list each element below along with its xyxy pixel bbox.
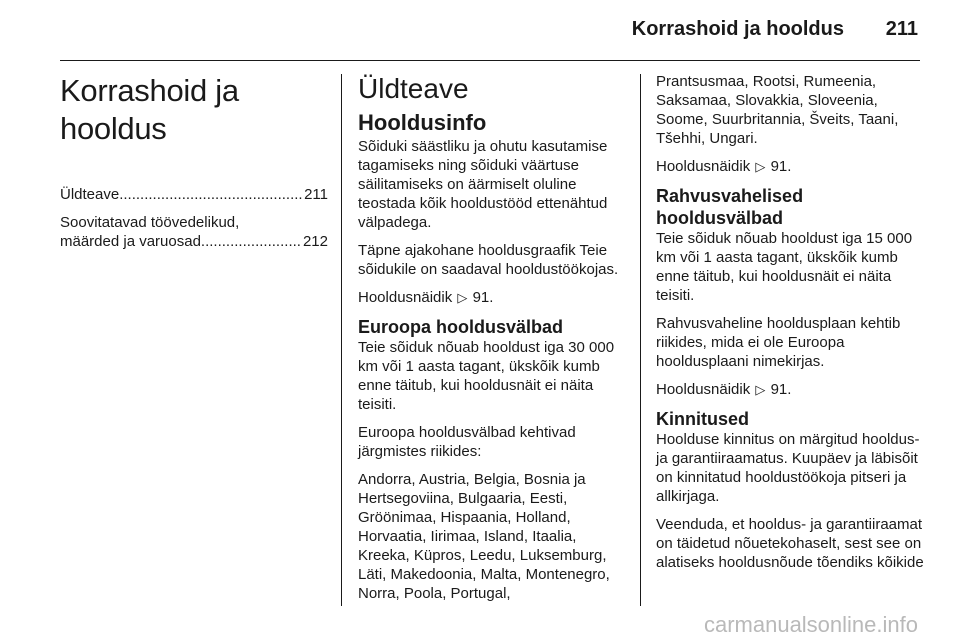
toc-leader-dots bbox=[201, 232, 301, 251]
toc-entry-general[interactable] bbox=[60, 185, 328, 204]
page-reference-icon: ▷ bbox=[755, 382, 766, 397]
heading-rahvusvahelised: Rahvusvahelised hooldusvälbad bbox=[656, 186, 804, 228]
right-column bbox=[656, 72, 924, 581]
watermark: carmanualsonline.info bbox=[703, 612, 918, 637]
chapter-title: Korrashoid ja hooldus bbox=[60, 73, 239, 146]
page-reference-icon: ▷ bbox=[457, 290, 468, 305]
paragraph: Teie sõiduk nõuab hooldust iga 30 000 km või 1 aasta tagant, ükskõik kumb enne täitub, kui hooldusnäit ei näita teisiti. bbox=[358, 339, 615, 413]
page-number: 211 bbox=[885, 18, 918, 40]
running-head bbox=[0, 18, 960, 48]
toc-entry-page: 211 bbox=[304, 186, 328, 203]
toc-entry-fluids[interactable] bbox=[60, 213, 328, 251]
toc-entry-label-line1: Soovitatavad töövedelikud, bbox=[60, 214, 240, 231]
left-column bbox=[60, 72, 328, 260]
page-reference-icon: ▷ bbox=[755, 159, 766, 174]
heading-kinnitused: Kinnitused bbox=[656, 409, 749, 429]
table-of-contents bbox=[60, 185, 328, 251]
cross-reference[interactable]: Hooldusnäidik ▷ 91. bbox=[358, 289, 494, 306]
paragraph: Hoolduse kinnitus on märgitud hooldus- ja garantiiraamatus. Kuupäev ja läbisõit on kinnitatud hooldustöökoja pitseri ja allkirjaga. bbox=[656, 431, 920, 505]
running-title: Korrashoid ja hooldus bbox=[631, 18, 844, 40]
toc-leader-dots bbox=[119, 185, 302, 204]
paragraph: Prantsusmaa, Rootsi, Rumeenia, Saksamaa, Slovakkia, Sloveenia, Soome, Suurbritannia, Šveits, Taani, Tšehhi, Ungari. bbox=[656, 73, 899, 147]
toc-entry-page: 212 bbox=[302, 233, 328, 250]
column-divider-1 bbox=[341, 74, 342, 606]
paragraph: Euroopa hooldusvälbad kehtivad järgmistes riikides: bbox=[358, 424, 576, 460]
middle-column bbox=[358, 72, 624, 612]
paragraph: Teie sõiduk nõuab hooldust iga 15 000 km või 1 aasta tagant, ükskõik kumb enne täitub, kui hooldusnäit ei näita teisiti. bbox=[656, 230, 913, 304]
heading-hooldusinfo: Hooldusinfo bbox=[358, 110, 487, 135]
section-title: Üldteave bbox=[358, 73, 469, 104]
paragraph: Andorra, Austria, Belgia, Bosnia ja Hertsegoviina, Bulgaaria, Eesti, Gröönimaa, Hispaania, Holland, Horvaatia, Iirimaa, Island, Itaalia, Kreeka, Küpros, Leedu, Luksemburg, Läti, Makedoonia, Malta, Montenegro, Norra, Poola, Portugal, bbox=[358, 471, 610, 602]
heading-euroopa: Euroopa hooldusvälbad bbox=[358, 317, 564, 337]
paragraph: Täpne ajakohane hooldusgraafik Teie sõidukile on saadaval hooldustöökojas. bbox=[358, 242, 619, 278]
column-divider-2 bbox=[640, 74, 641, 606]
paragraph: Rahvusvaheline hooldusplaan kehtib riikides, mida ei ole Euroopa hooldusplaani nimekirjas. bbox=[656, 315, 901, 370]
toc-entry-label: Üldteave bbox=[60, 186, 120, 203]
paragraph: Veenduda, et hooldus- ja garantiiraamat on täidetud nõuetekohaselt, sest see on alatiseks hooldusnõude tõendiks kõikide bbox=[656, 516, 924, 571]
cross-reference[interactable]: Hooldusnäidik ▷ 91. bbox=[656, 381, 792, 398]
cross-reference[interactable]: Hooldusnäidik ▷ 91. bbox=[656, 158, 792, 175]
toc-entry-label-line2: määrded ja varuosad bbox=[60, 233, 201, 250]
paragraph: Sõiduki säästliku ja ohutu kasutamise tagamiseks ning sõiduki väärtuse säilitamiseks on äärmiselt oluline teostada kõik hooldustööd ettenähtud välpadega. bbox=[358, 138, 608, 231]
header-rule bbox=[60, 60, 920, 61]
